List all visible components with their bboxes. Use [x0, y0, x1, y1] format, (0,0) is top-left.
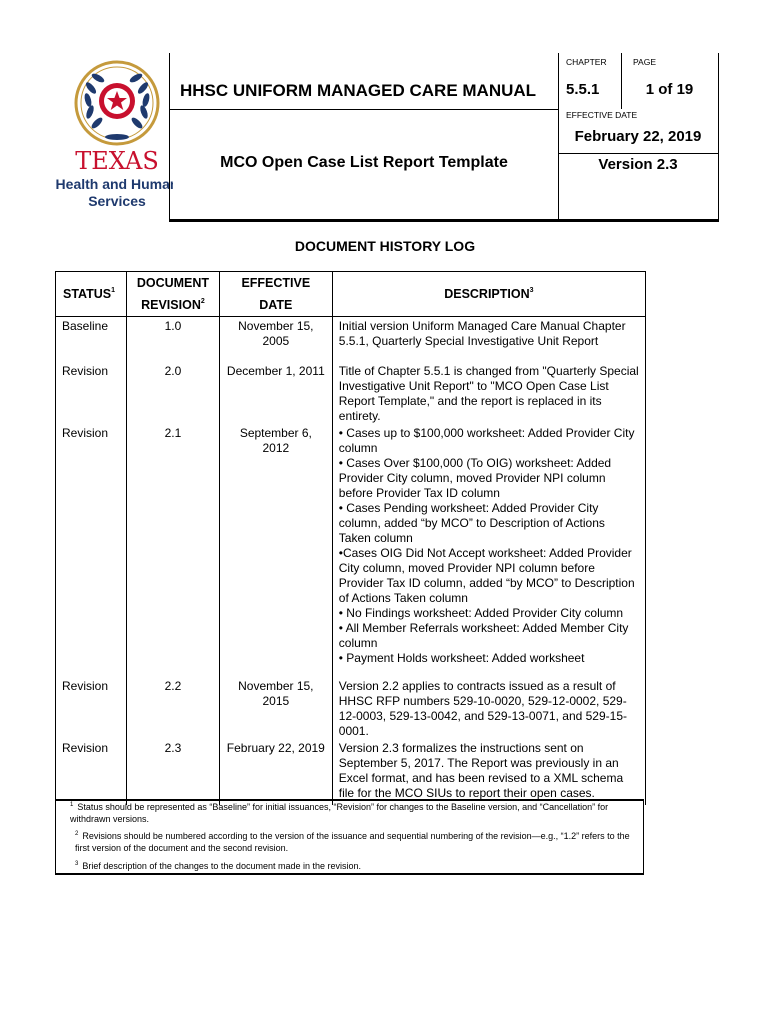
logo-texas-text: TEXAS: [75, 147, 159, 175]
table-row: [56, 362, 646, 424]
table-row: [56, 317, 646, 362]
row-date: November 15, 2015: [219, 677, 332, 739]
row-status: Revision: [56, 362, 127, 424]
row-revision: 2.1: [126, 424, 219, 677]
table-row: [56, 677, 646, 739]
table-row: [56, 739, 646, 805]
row-revision: 2.2: [126, 677, 219, 739]
page-number: 1 of 19: [645, 81, 694, 98]
date-version-divider: [558, 153, 718, 154]
effective-date: February 22, 2019: [574, 128, 702, 145]
row-status: Revision: [56, 424, 127, 677]
chapter-label: CHAPTER: [566, 57, 607, 67]
row-date: February 22, 2019: [219, 739, 332, 805]
row-description: Initial version Uniform Managed Care Manual Chapter 5.5.1, Quarterly Special Investigative Unit Report: [332, 317, 645, 362]
row-date: December 1, 2011: [219, 362, 332, 424]
revision-header: DOCUMENT REVISION$^2$: [126, 272, 219, 317]
table-header-row: [56, 272, 646, 317]
footnote-1: $^1$ Status should be represented as “Baseline” for initial issuances, “Revision” for changes to the Baseline version, and “Cancellation” for withdrawn versions.: [70, 802, 609, 824]
effective-date-label: EFFECTIVE DATE: [566, 110, 638, 120]
table-row: [56, 424, 646, 677]
logo-hhs-line1: Health and Human: [55, 176, 173, 192]
footnote-3: $^3$ Brief description of the changes to the document made in the revision.: [75, 861, 362, 871]
row-revision: 1.0: [126, 317, 219, 362]
row-description: Version 2.3 formalizes the instructions sent on September 5, 2017. The Report was previously in an Excel format, and has been revised to a XML schema file for the MCO SIUs to report their open cases.: [332, 739, 645, 805]
logo-hhs-line2: Services: [88, 193, 146, 209]
description-header: DESCRIPTION$^3$: [332, 272, 645, 317]
effective-date-header: EFFECTIVE DATE: [219, 272, 332, 317]
history-table: [55, 271, 646, 805]
row-status: Revision: [56, 739, 127, 805]
row-revision: 2.3: [126, 739, 219, 805]
row-status: Baseline: [56, 317, 127, 362]
history-log-title: DOCUMENT HISTORY LOG: [294, 238, 476, 254]
row-revision: 2.0: [126, 362, 219, 424]
status-header: STATUS$^1$: [56, 272, 127, 317]
page-label: PAGE: [633, 57, 656, 67]
row-date: September 6, 2012: [219, 424, 332, 677]
manual-title: HHSC UNIFORM MANAGED CARE MANUAL: [180, 81, 537, 100]
row-date: November 15, 2005: [219, 317, 332, 362]
row-status: Revision: [56, 677, 127, 739]
row-description: • Cases up to $100,000 worksheet: Added Provider City column • Cases Over $100,000 (To OIG) worksheet: Added Provider City column, moved Provider NPI column before Provider Tax ID column • Cases Pending worksheet: Added Provider City column, added “by MCO” to Description of Actions Taken column •Cases OIG Did Not Accept worksheet: Added Provider City column, moved Provider NPI column before Provider Tax ID column, added “by MCO” to Description of Actions Taken column • No Findings worksheet: Added Provider City column • All Member Referrals worksheet: Added Member City column • Payment Holds worksheet: Added worksheet: [332, 424, 645, 677]
footnote-2: $^2$ Revisions should be numbered according to the version of the issuance and sequential numbering of the revision—e.g., “1.2” refers to the first version of the document and the second revision.: [75, 831, 630, 853]
texas-hhs-logo: [55, 55, 173, 220]
header-divider: [170, 109, 558, 110]
footnotes: [55, 799, 644, 875]
document-header: [169, 53, 719, 222]
chapter-number: 5.5.1: [566, 81, 600, 98]
texas-seal-icon: [55, 55, 173, 220]
row-description: Title of Chapter 5.5.1 is changed from "Quarterly Special Investigative Unit Report" to "MCO Open Case List Report Template," and the report is replaced in its entirety.: [332, 362, 645, 424]
row-description: Version 2.2 applies to contracts issued as a result of HHSC RFP numbers 529-10-0020, 529-12-0002, 529-12-0003, 529-13-0042, and 529-13-0071, and 529-15-0001.: [332, 677, 645, 739]
version: Version 2.3: [598, 156, 678, 173]
document-title: MCO Open Case List Report Template: [220, 154, 508, 171]
